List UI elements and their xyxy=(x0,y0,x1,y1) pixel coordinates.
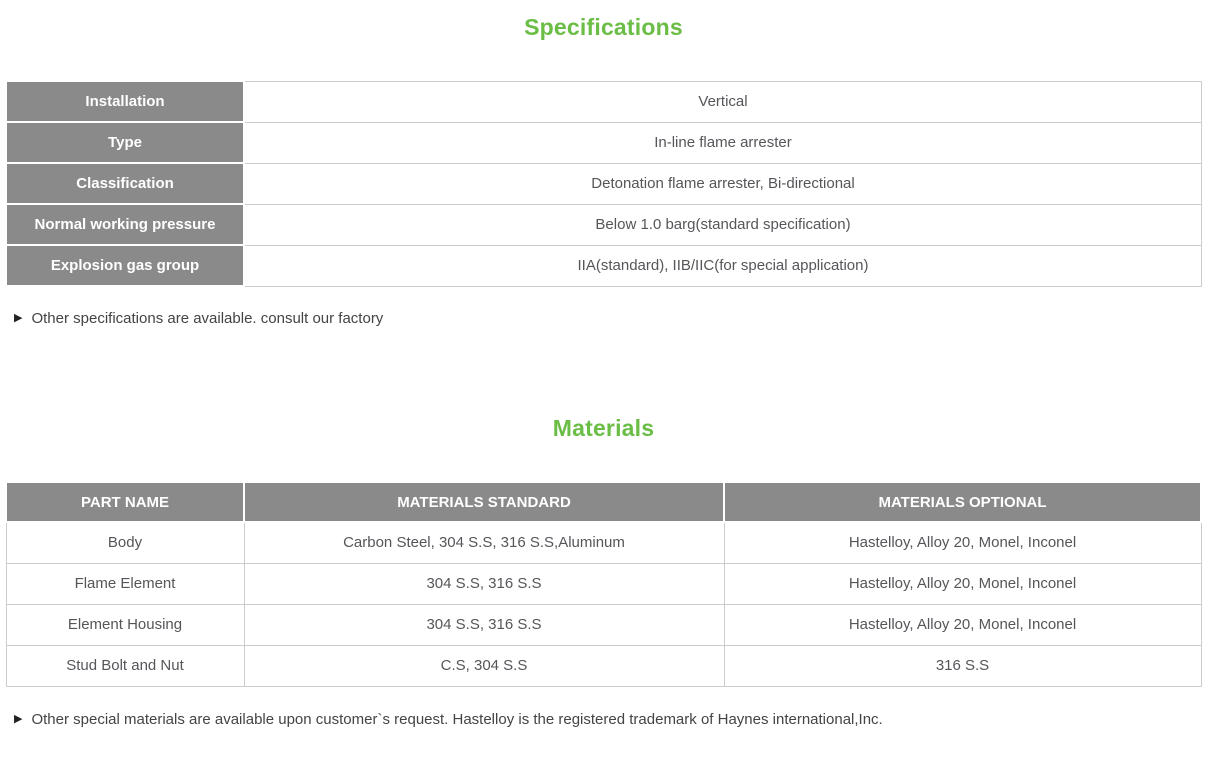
spec-row-value: In-line flame arrester xyxy=(244,122,1202,163)
spec-row-value: IIA(standard), IIB/IIC(for special application) xyxy=(244,245,1202,286)
triangle-bullet-icon: ▶ xyxy=(14,312,23,324)
specifications-note-text: Other specifications are available. consult our factory xyxy=(31,310,384,327)
materials-column-header: PART NAME xyxy=(6,482,244,522)
materials-header-row xyxy=(6,482,1201,522)
materials-row xyxy=(6,604,1201,645)
materials-column-header: MATERIALS OPTIONAL xyxy=(724,482,1201,522)
materials-optional: Hastelloy, Alloy 20, Monel, Inconel xyxy=(724,604,1201,645)
materials-title: Materials xyxy=(552,415,655,441)
spec-row-value: Below 1.0 barg(standard specification) xyxy=(244,204,1202,245)
materials-part-name: Stud Bolt and Nut xyxy=(6,645,244,686)
materials-table xyxy=(5,481,1202,687)
materials-optional: 316 S.S xyxy=(724,645,1201,686)
specifications-note xyxy=(14,310,383,327)
materials-part-name: Flame Element xyxy=(6,563,244,604)
triangle-bullet-icon: ▶ xyxy=(14,713,23,725)
spec-row xyxy=(6,81,1202,122)
materials-part-name: Element Housing xyxy=(6,604,244,645)
spec-row xyxy=(6,204,1202,245)
spec-row-label: Normal working pressure xyxy=(6,204,244,245)
materials-part-name: Body xyxy=(6,522,244,563)
materials-row xyxy=(6,645,1201,686)
materials-note xyxy=(14,711,883,728)
spec-row xyxy=(6,122,1202,163)
spec-row-label: Installation xyxy=(6,81,244,122)
spec-row xyxy=(6,163,1202,204)
materials-standard: Carbon Steel, 304 S.S, 316 S.S,Aluminum xyxy=(244,522,724,563)
materials-row xyxy=(6,563,1201,604)
materials-row xyxy=(6,522,1201,563)
materials-standard: C.S, 304 S.S xyxy=(244,645,724,686)
spec-row-label: Classification xyxy=(6,163,244,204)
spec-row-value: Vertical xyxy=(244,81,1202,122)
spec-row-label: Explosion gas group xyxy=(6,245,244,286)
materials-note-text: Other special materials are available upon customer`s request. Hastelloy is the registered trademark of Haynes international,Inc. xyxy=(31,711,883,728)
materials-column-header: MATERIALS STANDARD xyxy=(244,482,724,522)
materials-optional: Hastelloy, Alloy 20, Monel, Inconel xyxy=(724,563,1201,604)
spec-row-label: Type xyxy=(6,122,244,163)
specifications-table xyxy=(5,80,1202,287)
materials-standard: 304 S.S, 316 S.S xyxy=(244,563,724,604)
materials-optional: Hastelloy, Alloy 20, Monel, Inconel xyxy=(724,522,1201,563)
spec-row-value: Detonation flame arrester, Bi-directional xyxy=(244,163,1202,204)
specifications-title: Specifications xyxy=(524,14,683,40)
materials-standard: 304 S.S, 316 S.S xyxy=(244,604,724,645)
spec-row xyxy=(6,245,1202,286)
